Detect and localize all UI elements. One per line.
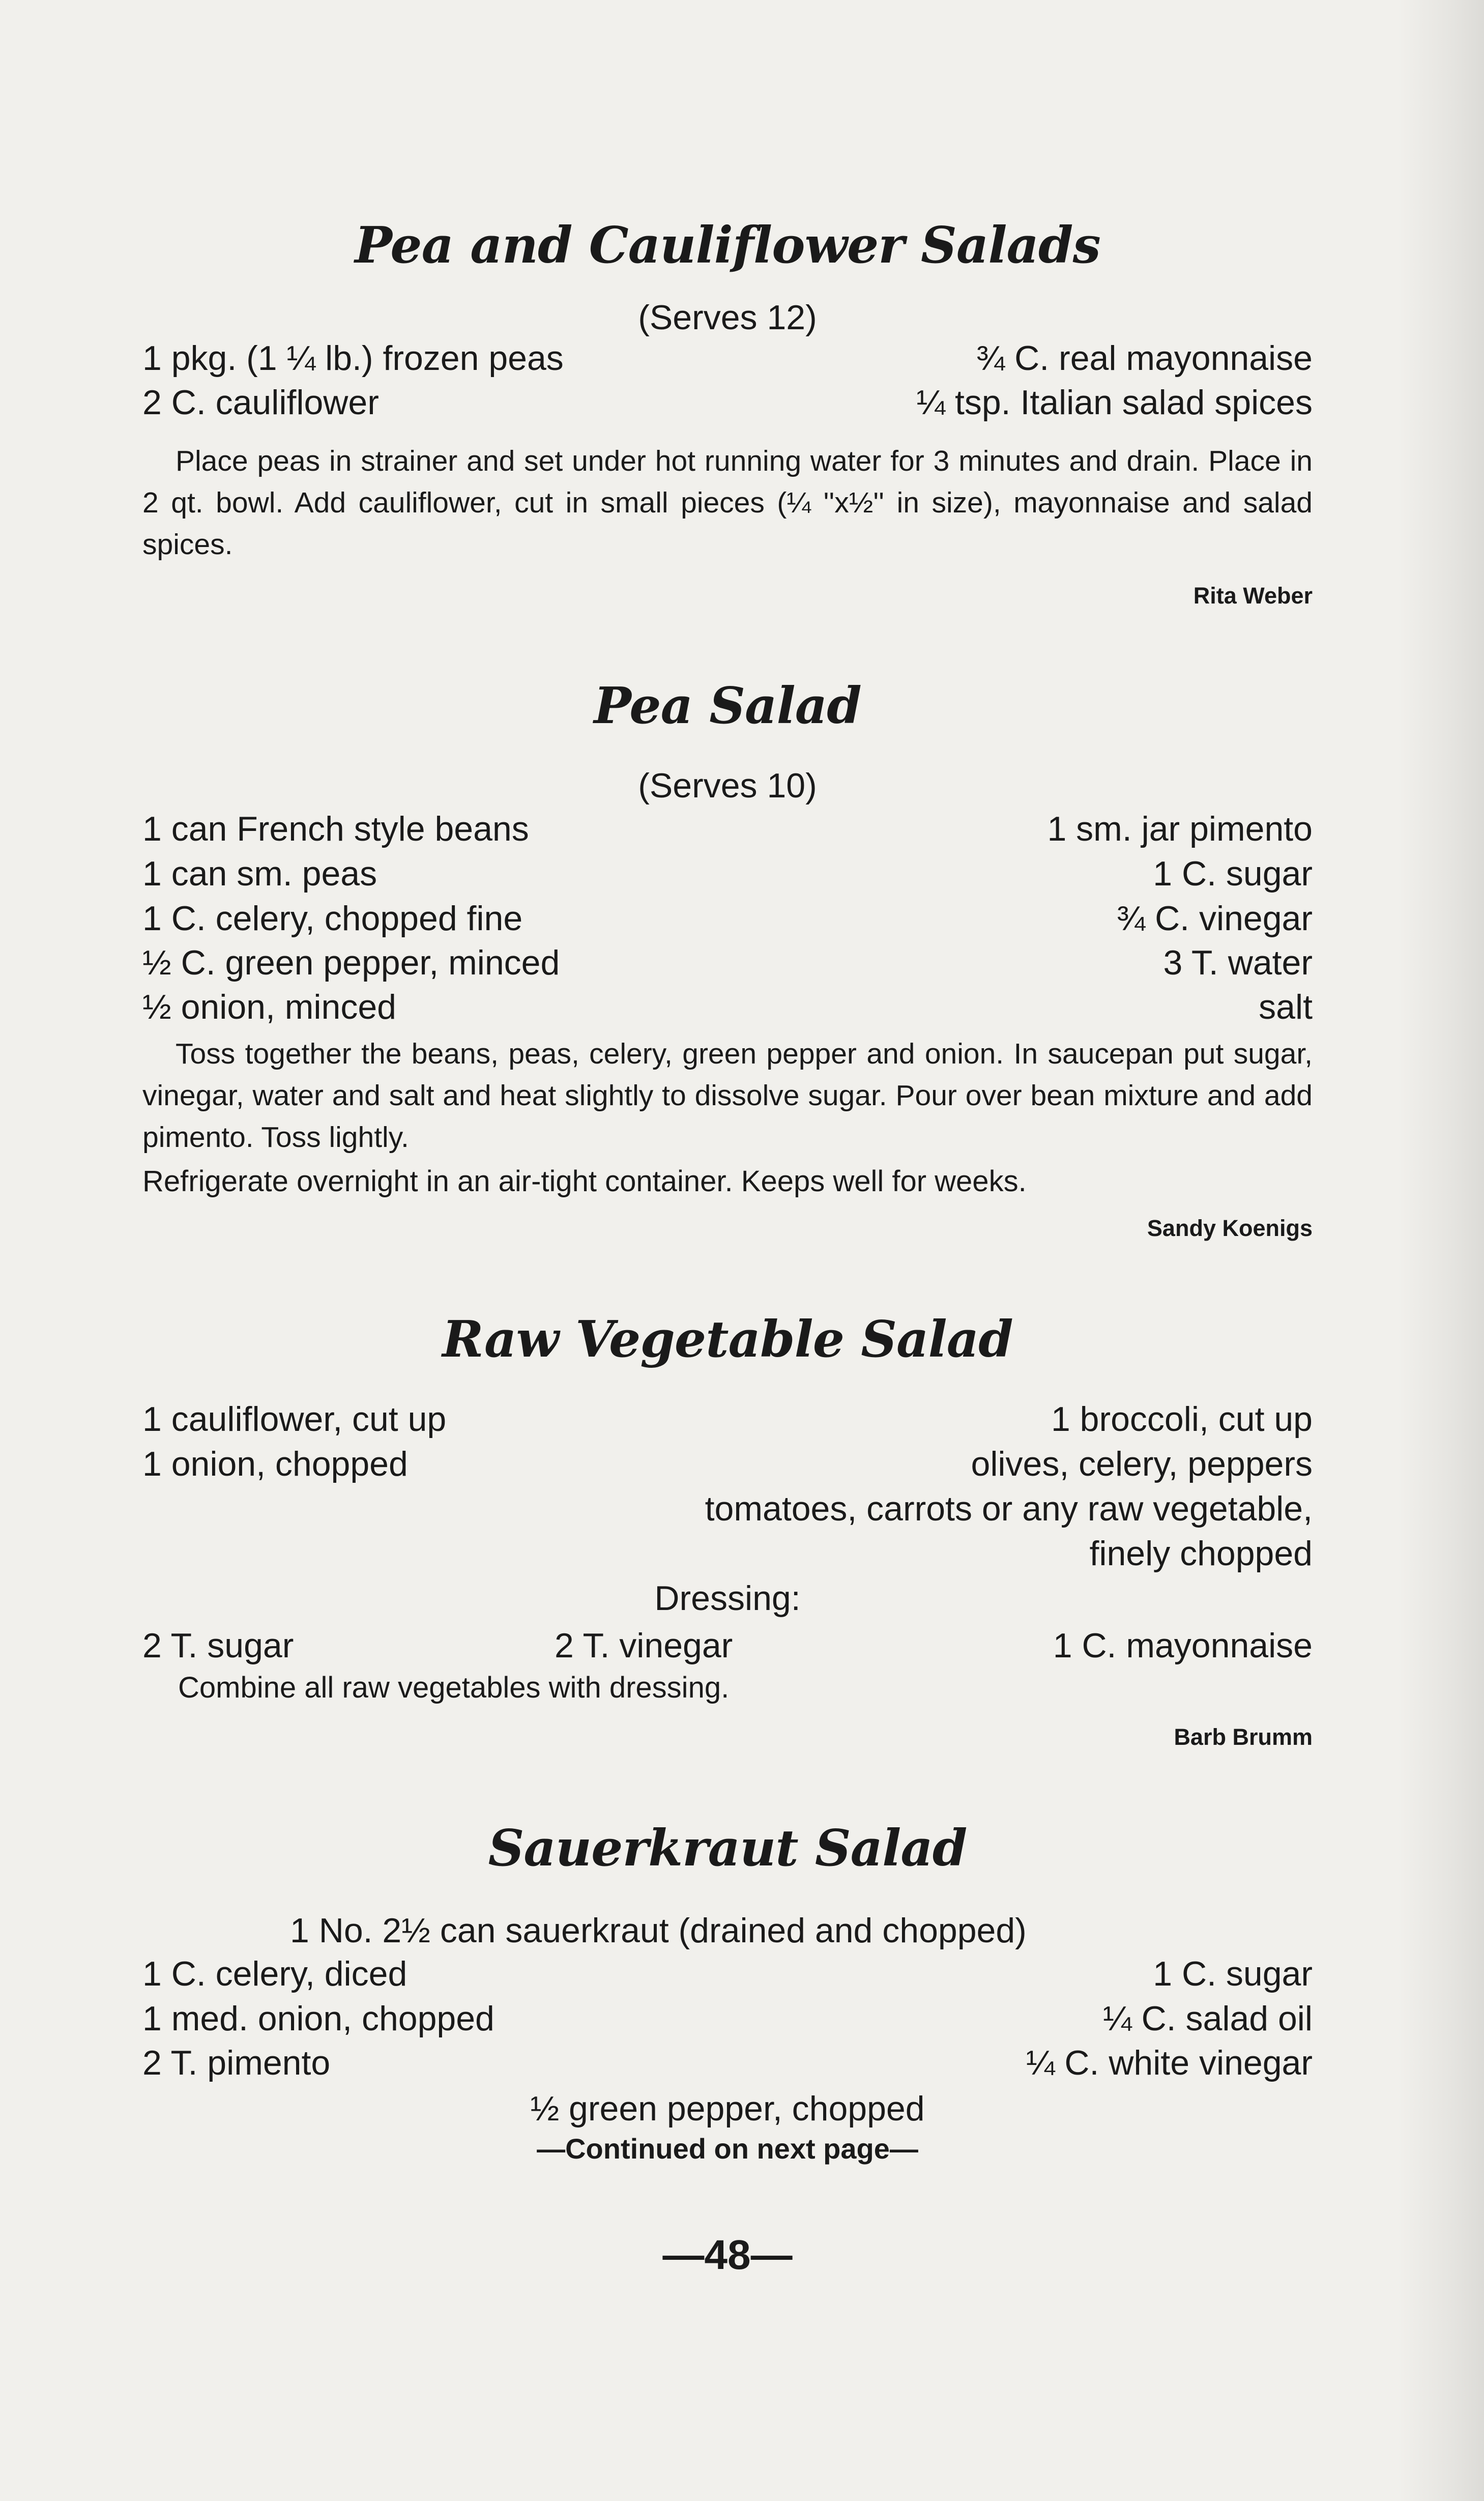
recipe-directions-last-line: Refrigerate overnight in an air-tight container. Keeps well for weeks. [142, 1165, 1027, 1198]
ingredient-left: ½ C. green pepper, minced [142, 943, 560, 982]
ingredient-row [142, 338, 1313, 384]
ingredient-left: 2 T. pimento [142, 2044, 331, 2082]
ingredient-row [142, 854, 1313, 900]
ingredient-right: 1 sm. jar pimento [1047, 810, 1313, 848]
dressing-center: 2 T. vinegar [555, 1626, 733, 1665]
recipe-serves: (Serves 12) [638, 298, 817, 337]
recipe-serves: (Serves 10) [638, 766, 817, 805]
dressing-label: Dressing: [654, 1579, 801, 1618]
ingredient-left: 2 C. cauliflower [142, 383, 379, 422]
ingredient-top-line: 1 No. 2½ can sauerkraut (drained and chopped) [290, 1911, 1027, 1950]
recipe-directions: Toss together the beans, peas, celery, green pepper and onion. In saucepan put sugar, vinegar, water and salt and heat slightly to dissolve sugar. Pour over bean mixture and add pimento. Toss lightly. [142, 1038, 1313, 1154]
ingredient-right: 3 T. water [1163, 943, 1313, 982]
recipe-title-raw-vegetable: Raw Vegetable Salad [442, 1310, 1013, 1369]
ingredient-row [142, 1954, 1313, 2000]
ingredient-row [142, 1999, 1313, 2045]
recipe-directions: Place peas in strainer and set under hot running water for 3 minutes and drain. Place in 2 qt. bowl. Add cauliflower, cut in small pieces (¼ ''x½'' in size), mayonnaise and salad spices. [142, 445, 1313, 561]
ingredient-left: 1 C. celery, diced [142, 1954, 408, 1993]
ingredient-right: olives, celery, peppers [971, 1445, 1313, 1483]
ingredient-left: 1 onion, chopped [142, 1445, 408, 1483]
ingredient-left: 1 can sm. peas [142, 854, 377, 893]
ingredient-row [142, 809, 1313, 855]
ingredient-row [142, 383, 1313, 428]
ingredient-row [142, 1399, 1313, 1445]
recipe-author: Rita Weber [1193, 583, 1313, 609]
recipe-author: Sandy Koenigs [1147, 1215, 1313, 1241]
page-edge-shadow [1398, 0, 1484, 2501]
ingredient-left: ½ onion, minced [142, 988, 396, 1026]
ingredient-left: 1 pkg. (1 ¼ lb.) frozen peas [142, 339, 564, 378]
page-number: —48— [662, 2232, 793, 2278]
ingredient-extra-line: tomatoes, carrots or any raw vegetable, [705, 1489, 1313, 1528]
ingredient-row [142, 2043, 1313, 2089]
continued-note: —Continued on next page— [537, 2133, 918, 2165]
recipe-title-pea-cauliflower: Pea and Cauliflower Salads [355, 216, 1100, 275]
dressing-right: 1 C. mayonnaise [1053, 1626, 1313, 1665]
recipe-title-pea-salad: Pea Salad [594, 677, 861, 735]
ingredient-right: 1 broccoli, cut up [1051, 1400, 1313, 1439]
ingredient-left: 1 cauliflower, cut up [142, 1400, 447, 1439]
recipe-author: Barb Brumm [1174, 1724, 1313, 1750]
recipe-title-sauerkraut: Sauerkraut Salad [488, 1819, 967, 1878]
ingredient-left: 1 med. onion, chopped [142, 1999, 494, 2038]
ingredient-row [142, 1444, 1313, 1490]
ingredient-right: 1 C. sugar [1153, 854, 1313, 893]
dressing-row [142, 1626, 1313, 1672]
ingredient-bottom-line: ½ green pepper, chopped [530, 2089, 925, 2128]
ingredient-row [142, 943, 1313, 989]
ingredient-left: 1 can French style beans [142, 810, 529, 848]
dressing-left: 2 T. sugar [142, 1626, 294, 1665]
ingredient-right: ¼ tsp. Italian salad spices [916, 383, 1313, 422]
ingredient-right: ¾ C. real mayonnaise [976, 339, 1313, 378]
ingredient-right: ¼ C. salad oil [1103, 1999, 1313, 2038]
ingredient-right: 1 C. sugar [1153, 1954, 1313, 1993]
ingredient-extra-line: finely chopped [1089, 1534, 1313, 1573]
ingredient-left: 1 C. celery, chopped fine [142, 899, 523, 938]
recipe-directions: Combine all raw vegetables with dressing. [178, 1671, 730, 1704]
ingredient-row [142, 899, 1313, 944]
ingredient-right: ¼ C. white vinegar [1026, 2044, 1313, 2082]
ingredient-row [142, 987, 1313, 1033]
ingredient-right: salt [1259, 988, 1313, 1026]
ingredient-right: ¾ C. vinegar [1116, 899, 1313, 938]
